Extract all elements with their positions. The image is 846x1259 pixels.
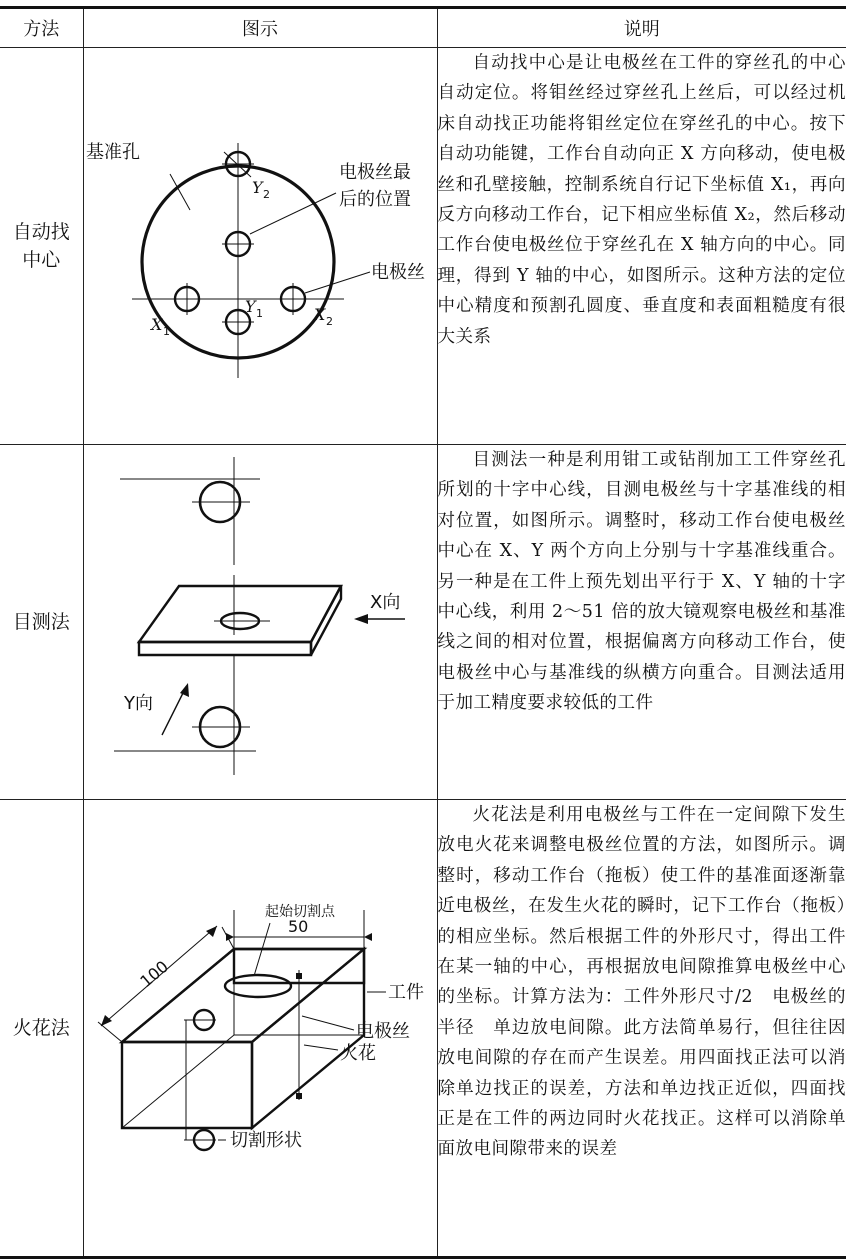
method-cell <box>0 445 83 800</box>
label-y2: Y <box>252 178 264 197</box>
table-row <box>0 445 846 800</box>
methods-table <box>0 6 846 1259</box>
label-y1-sub: 1 <box>256 307 263 320</box>
header-method: 方法 <box>0 8 83 48</box>
label-x1: X <box>149 315 163 334</box>
method-line: 目测法 <box>0 608 83 636</box>
auto-center-diagram <box>84 48 438 444</box>
table-row <box>0 800 846 1258</box>
label-wire-final-2: 后的位置 <box>339 189 411 210</box>
description-text: 自动找中心是让电极丝在工件的穿丝孔的中心自动定位。将钼丝经过穿丝孔上丝后，可以经过机床自动找正功能将钼丝定位在穿丝孔的中心。按下自动功能键，工作台自动向正 X 方向移动，使电极丝和孔壁接触，控制系统自行记下坐标值 X₁，再向反方向移动工作台，记下相应坐标值 X₂，然后移动工作台使电极丝位于穿丝孔在 X 轴方向的中心。同理，得到 Y 轴的中心，如图所示。这种方法的定位中心精度和预割孔圆度、垂直度和表面粗糙度有很大关系 <box>438 48 846 352</box>
method-line: 自动找 <box>0 218 83 246</box>
label-spark: 火花 <box>340 1043 376 1064</box>
label-wire: 电极丝 <box>371 261 425 283</box>
label-y1: Y <box>245 297 257 316</box>
label-start-point: 起始切割点 <box>265 903 336 920</box>
label-x-direction: X向 <box>370 592 400 613</box>
label-y2-sub: 2 <box>263 188 270 201</box>
label-dim-50: 50 <box>288 917 308 936</box>
spark-method-diagram <box>84 800 438 1256</box>
description-cell <box>437 800 846 1258</box>
description-text: 目测法一种是利用钳工或钻削加工工件穿丝孔所划的十字中心线，目测电极丝与十字基准线的相对位置，如图所示。调整时，移动工作台使电极丝中心在 X、Y 两个方向上分别与十字基准线重合。另一种是在工件上预先划出平行于 X、Y 轴的十字中心线，利用 2～51 倍的放大镜观察电极丝和基准线之间的相对位置，根据偏离方向移动工作台，使电极丝中心与基准线的纵横方向重合。目测法适用于加工精度要求较低的工件 <box>438 445 846 719</box>
method-line: 中心 <box>0 246 83 274</box>
figure-cell <box>83 800 437 1258</box>
label-wire: 电极丝 <box>356 1020 410 1042</box>
label-y-direction: Y向 <box>123 693 153 714</box>
label-x2: X <box>312 305 326 324</box>
label-cut-shape: 切割形状 <box>230 1130 302 1151</box>
label-dim-100: 100 <box>136 957 172 991</box>
header-description: 说明 <box>437 8 846 48</box>
figure-cell <box>83 445 437 800</box>
label-ref-hole: 基准孔 <box>86 142 140 163</box>
figure-cell <box>83 48 437 445</box>
description-cell <box>437 48 846 445</box>
label-x2-sub: 2 <box>326 315 333 328</box>
header-figure: 图示 <box>83 8 437 48</box>
table-row <box>0 48 846 445</box>
description-cell <box>437 445 846 800</box>
method-cell <box>0 800 83 1258</box>
table-header-row <box>0 8 846 48</box>
label-wire-final-1: 电极丝最 <box>339 161 411 183</box>
label-x1-sub: 1 <box>163 325 170 338</box>
label-workpiece: 工件 <box>388 982 424 1003</box>
method-line: 火花法 <box>0 1014 83 1042</box>
description-text: 火花法是利用电极丝与工件在一定间隙下发生放电火花来调整电极丝位置的方法，如图所示。调整时，移动工作台（拖板）使工件的基准面逐渐靠近电极丝，在发生火花的瞬时，记下工作台（拖板）的相应坐标。然后根据工件的外形尺寸，得出工件在某一轴的中心，再根据放电间隙推算电极丝中心的坐标。计算方法为：工件外形尺寸/2 电极丝的半径 单边放电间隙。此方法简单易行，但往往因放电间隙的存在而产生误差。用四面找正法可以消除单边找正的误差，方法和单边找正近似，四面找正是在工件的两边同时火花找正。这样可以消除单面放电间隙带来的误差 <box>438 800 846 1165</box>
visual-inspection-diagram <box>84 445 438 799</box>
method-cell <box>0 48 83 445</box>
